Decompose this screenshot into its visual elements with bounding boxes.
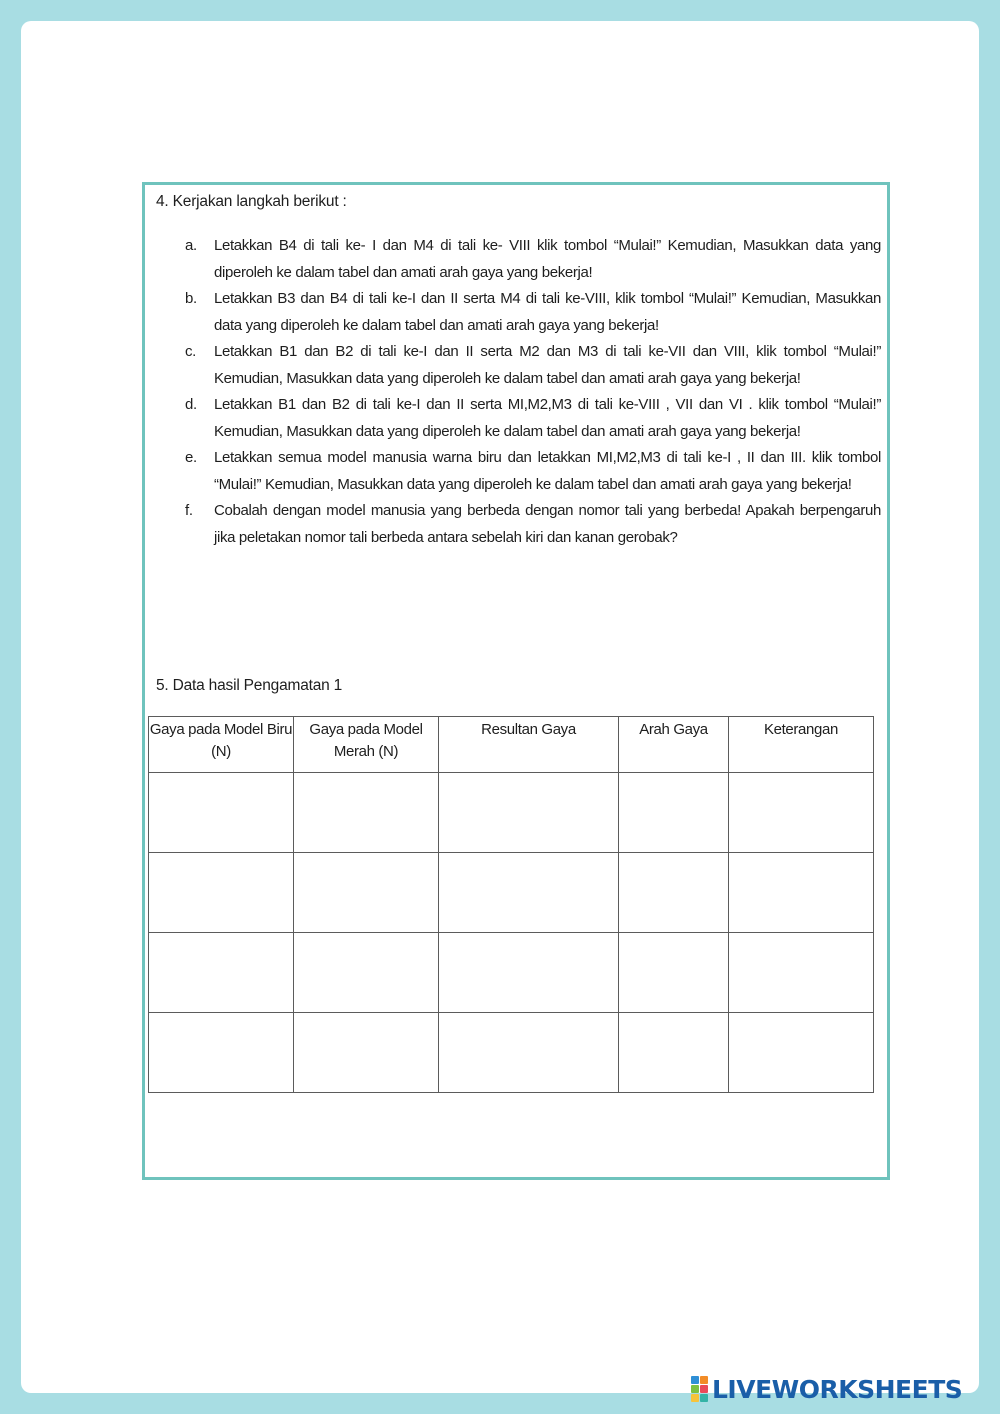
cell-blue-force[interactable] [149, 933, 294, 1013]
cell-blue-force[interactable] [149, 853, 294, 933]
header-red-force: Gaya pada Model Merah (N) [294, 717, 439, 773]
header-blue-force: Gaya pada Model Biru (N) [149, 717, 294, 773]
table-row [149, 933, 874, 1013]
cell-red-force[interactable] [294, 1013, 439, 1093]
step-letter: c. [185, 343, 196, 360]
liveworksheets-brand[interactable] [691, 1372, 962, 1406]
header-resultant-force: Resultan Gaya [439, 717, 619, 773]
step-text: Letakkan B3 dan B4 di tali ke-I dan II serta M4 di tali ke-VIII, klik tombol “Mulai!” Kemudian, Masukkan data yang diperoleh ke dalam tabel dan amati arah gaya yang bekerja! [214, 290, 881, 334]
liveworksheets-logo-icon [691, 1376, 708, 1402]
step-text: Letakkan semua model manusia warna biru dan letakkan MI,M2,M3 di tali ke-I , II dan III. klik tombol “Mulai!” Kemudian, Masukkan data yang diperoleh ke dalam tabel dan amati arah gaya yang bekerja! [214, 449, 881, 493]
cell-resultant-force[interactable] [439, 1013, 619, 1093]
cell-notes[interactable] [729, 1013, 874, 1093]
question-4-heading: 4. Kerjakan langkah berikut : [156, 193, 347, 210]
table-row [149, 1013, 874, 1093]
cell-notes[interactable] [729, 853, 874, 933]
step-c [185, 339, 881, 392]
cell-red-force[interactable] [294, 773, 439, 853]
cell-resultant-force[interactable] [439, 933, 619, 1013]
header-notes: Keterangan [729, 717, 874, 773]
step-letter: b. [185, 290, 197, 307]
logo-square [700, 1385, 708, 1393]
step-text: Cobalah dengan model manusia yang berbeda dengan nomor tali yang berbeda! Apakah berpengaruh jika peletakan nomor tali berbeda antara sebelah kiri dan kanan gerobak? [214, 502, 881, 546]
logo-square [700, 1394, 708, 1402]
cell-notes[interactable] [729, 933, 874, 1013]
cell-force-direction[interactable] [619, 1013, 729, 1093]
step-a [185, 233, 881, 286]
cell-force-direction[interactable] [619, 773, 729, 853]
cell-blue-force[interactable] [149, 773, 294, 853]
step-letter: d. [185, 396, 197, 413]
step-b [185, 286, 881, 339]
step-text: Letakkan B4 di tali ke- I dan M4 di tali ke- VIII klik tombol “Mulai!” Kemudian, Masukkan data yang diperoleh ke dalam tabel dan amati arah gaya yang bekerja! [214, 237, 881, 281]
cell-force-direction[interactable] [619, 853, 729, 933]
table-row [149, 773, 874, 853]
cell-blue-force[interactable] [149, 1013, 294, 1093]
logo-square [691, 1376, 699, 1384]
step-e [185, 445, 881, 498]
cell-resultant-force[interactable] [439, 853, 619, 933]
brand-name: LIVEWORKSHEETS [712, 1374, 963, 1404]
step-letter: f. [185, 502, 193, 519]
step-text: Letakkan B1 dan B2 di tali ke-I dan II serta M2 dan M3 di tali ke-VII dan VIII, klik tombol “Mulai!” Kemudian, Masukkan data yang diperoleh ke dalam tabel dan amati arah gaya yang bekerja! [214, 343, 881, 387]
step-letter: e. [185, 449, 197, 466]
step-letter: a. [185, 237, 197, 254]
logo-square [691, 1385, 699, 1393]
cell-red-force[interactable] [294, 853, 439, 933]
step-text: Letakkan B1 dan B2 di tali ke-I dan II serta MI,M2,M3 di tali ke-VIII , VII dan VI . klik tombol “Mulai!” Kemudian, Masukkan data yang diperoleh ke dalam tabel dan amati arah gaya yang bekerja! [214, 396, 881, 440]
cell-notes[interactable] [729, 773, 874, 853]
logo-square [700, 1376, 708, 1384]
question-5-heading: 5. Data hasil Pengamatan 1 [156, 677, 343, 694]
header-force-direction: Arah Gaya [619, 717, 729, 773]
question-4-steps [185, 233, 881, 551]
step-d [185, 392, 881, 445]
table-row [149, 853, 874, 933]
observation-table [148, 716, 874, 1093]
cell-force-direction[interactable] [619, 933, 729, 1013]
step-f [185, 498, 881, 551]
cell-resultant-force[interactable] [439, 773, 619, 853]
table-header-row [149, 717, 874, 773]
logo-square [691, 1394, 699, 1402]
cell-red-force[interactable] [294, 933, 439, 1013]
